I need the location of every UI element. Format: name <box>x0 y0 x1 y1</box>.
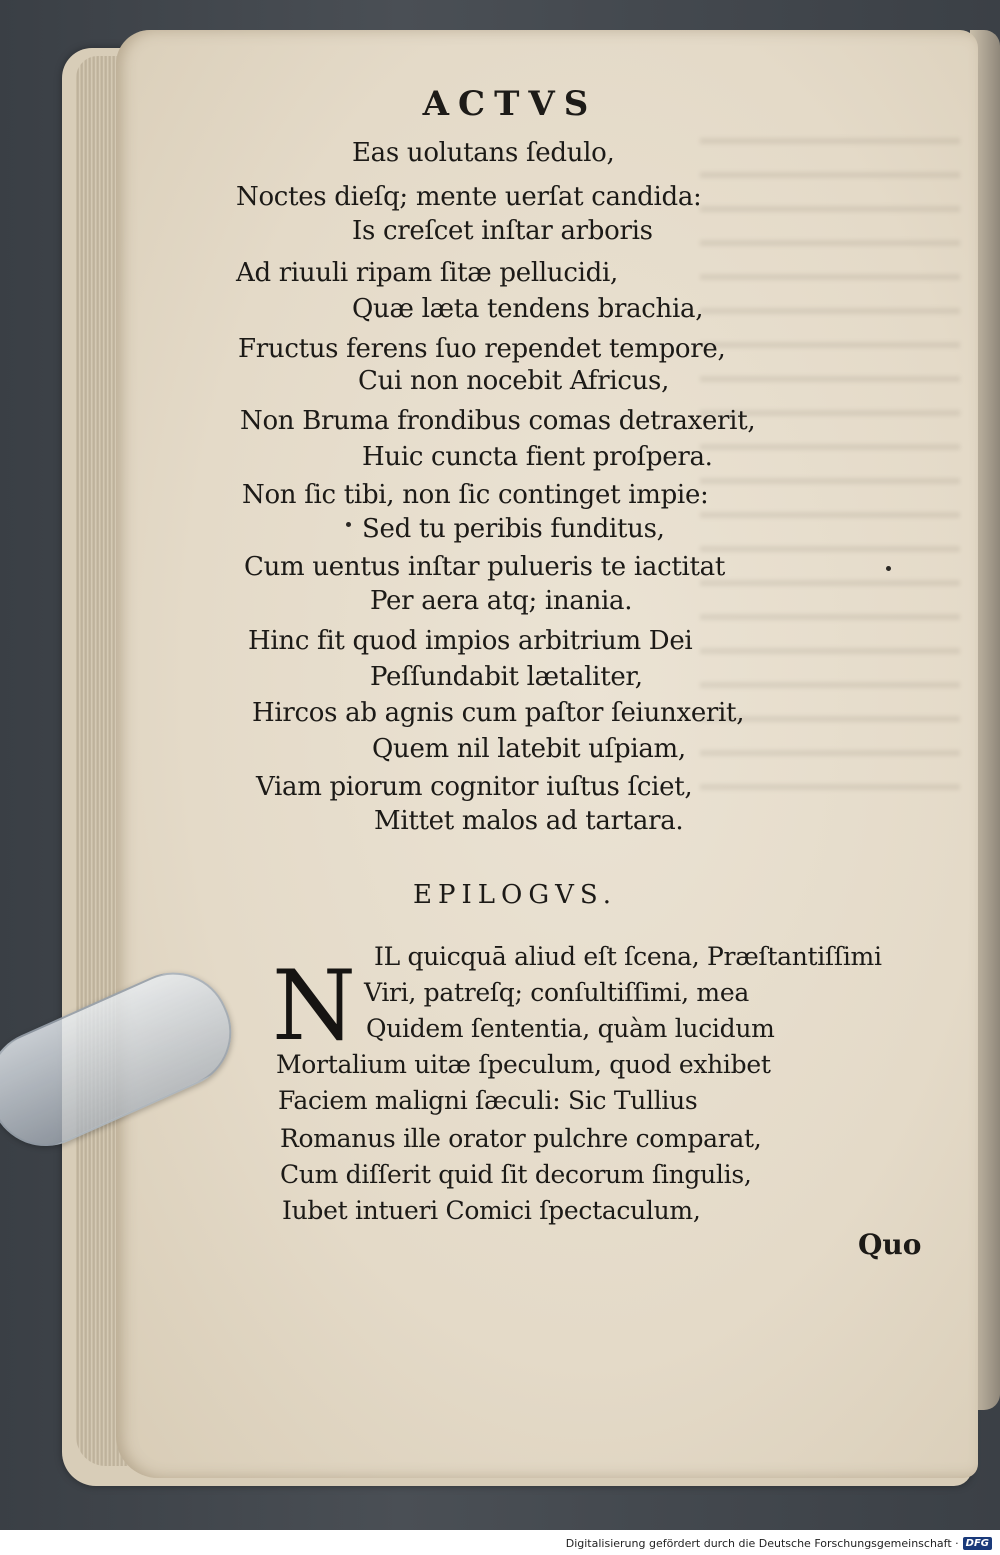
epilogue-title: EPILOGVS. <box>413 880 618 910</box>
verse-line: Hinc fit quod impios arbitrium Dei <box>248 626 693 656</box>
verse-line: Quem nil latebit uſpiam, <box>372 734 686 764</box>
drop-capital: N <box>272 950 356 1062</box>
ink-speck <box>886 566 891 571</box>
credit-text: Digitalisierung gefördert durch die Deutsche Forschungsgemeinschaft · <box>565 1536 959 1550</box>
verse-line: Sed tu peribis funditus, <box>362 514 665 544</box>
running-header: ACTVS <box>422 84 598 124</box>
verse-line: Eas uolutans ſedulo, <box>352 138 615 168</box>
epilogue-line: Faciem maligni ſæculi: Sic Tullius <box>278 1086 698 1115</box>
verse-line: Is creſcet inſtar arboris <box>352 216 653 246</box>
dfg-logo: DFG <box>963 1537 992 1550</box>
epilogue-line: Quidem ſententia, quàm lucidum <box>366 1014 775 1043</box>
verse-line: Quæ læta tendens brachia, <box>352 294 704 324</box>
ink-speck <box>346 522 351 527</box>
epilogue-line: IL quicquā aliud eſt ſcena, Præſtantiſſimi <box>374 942 882 971</box>
epilogue-line: Iubet intueri Comici ſpectaculum, <box>282 1196 701 1225</box>
verse-line: Viam piorum cognitor iuſtus ſciet, <box>256 772 693 802</box>
verse-line: Cui non nocebit Africus, <box>358 366 670 396</box>
verse-line: Per aera atq; inania. <box>370 586 633 616</box>
epilogue-line: Cum diſſerit quid ſit decorum ſingulis, <box>280 1160 752 1189</box>
epilogue-line: Romanus ille orator pulchre comparat, <box>280 1124 762 1153</box>
verse-line: Non Bruma frondibus comas detraxerit, <box>240 406 756 436</box>
catchword: Quo <box>858 1228 922 1261</box>
verse-line: Mittet malos ad tartara. <box>374 806 684 836</box>
verse-line: Ad riuuli ripam ſitæ pellucidi, <box>236 258 618 288</box>
epilogue-line: Mortalium uitæ ſpeculum, quod exhibet <box>276 1050 771 1079</box>
verse-line: Noctes dieſq; mente uerſat candida: <box>236 182 702 212</box>
digitization-credit <box>566 1533 992 1553</box>
verse-line: Non ſic tibi, non ſic continget impie: <box>242 480 709 510</box>
verse-line: Cum uentus inſtar pulueris te iactitat <box>244 552 725 582</box>
verse-line: Fructus ferens ſuo rependet tempore, <box>238 334 726 364</box>
verse-line: Peſſundabit lætaliter, <box>370 662 643 692</box>
verse-line: Huic cuncta fient proſpera. <box>362 442 713 472</box>
epilogue-line: Viri, patreſq; conſultiſſimi, mea <box>364 978 749 1007</box>
verse-line: Hircos ab agnis cum paſtor ſeiunxerit, <box>252 698 745 728</box>
